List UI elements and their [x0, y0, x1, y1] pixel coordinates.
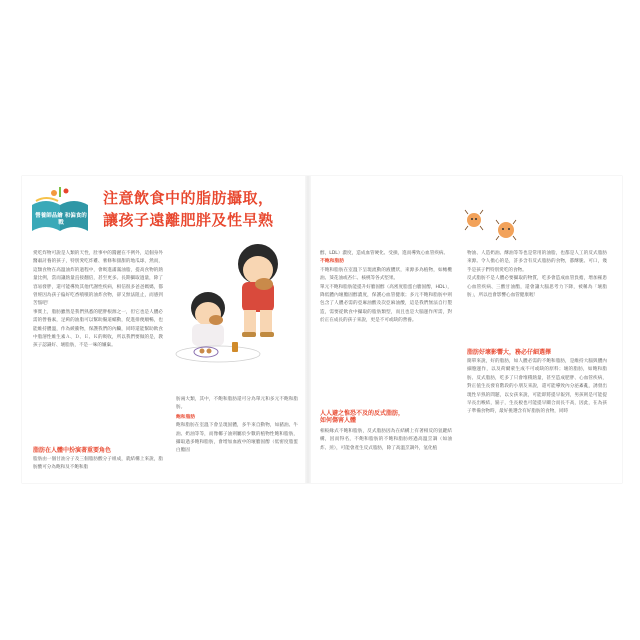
left-column-1	[33, 250, 163, 351]
intro-paragraph: 愛吃炸物可說是人類的天性，肚事中的醬麗在不例外，這個身外醫肅討養的孩子，特別愛吃炸雞、薯條和甜甜的地瓜球，然而，這類食物在高溫油炸的過程中，會吸進滿滿油脂，提高食物的熱量比例，當而讓熱量直接翻倍，甚至更多。長期攝取過量，除了容易發胖，還可能導致其他代謝性疾病，相信很多爸爸媽媽，都曾經因為孩子偏好吃香噴噴的油炸食物，卻又無法阻止，而感到苦惱吧！	[33, 251, 163, 307]
right-col1-top: 醇，LDL）濃度，造成血管硬化、受損，進而導致心血管疾病。	[320, 251, 449, 256]
unsaturated-fat-text-2: 單元不飽和脂肪能提升好膽固醇（高密度脂蛋白膽固醇，HDL），降低體內壞膽固醇濃度，保護心血管健康；多元不飽和脂肪中則包含了人體必需的亞麻油酸及次亞麻油酸，這是我們無法自行製造，需要從飲食中攝取的脂肪類型，而且也是大腦運作所需，對於正在成長的孩子來說，更是不可或缺的營養。	[320, 284, 452, 324]
saturated-fat-heading: 飽和脂肪	[176, 414, 196, 420]
good-bad-fat-heading: 脂肪好壞影響大，務必仔細選擇	[467, 349, 552, 356]
unsaturated-fat-text: 不飽和脂肪在室溫下呈現流動的液體狀，來源多為植物，如橄欖油、葵花油或杏仁、核桃等各式堅果。	[320, 267, 452, 282]
unsaturated-fat-heading: 不飽和脂肪	[320, 259, 344, 265]
left-column-2	[176, 396, 298, 456]
trans-fat-heading	[320, 410, 404, 424]
fat-character-icon	[462, 208, 524, 244]
right-col2-p2: 反式脂肪不是人體必要攝取的物質，吃多會造成血管負擔，增加罹患心血管疾病、三酸甘油酯，還會讓大腦思考力下降，被稱為「壞脂肪」，所以也會影響心血管健康喔！	[467, 276, 607, 299]
trans-fat-text: 相較緣式不飽和脂肪，反式脂肪因為在結構上有著相反的氫鍵結構，因而得名，不飽和脂肪的不飽和脂肪經過高溫烹調（如油炸、煎），可能會產生反式脂肪，除了高溫烹調外，氫化植	[320, 429, 452, 451]
badge-label: 營養師品繪 和偏食的戰	[35, 213, 87, 226]
left-column-1-bottom	[33, 456, 163, 473]
open-book-icon	[26, 183, 96, 235]
title-line-1: 注意飲食中的脂肪攝取，	[103, 189, 274, 207]
title-line-2: 讓孩子遠離肥胖及性早熟	[103, 211, 274, 229]
trans-fat-heading-line-2: 如何傷害人體	[320, 417, 357, 424]
trans-fat-heading-line-1: 人人避之惟恐不及的反式脂肪，	[320, 410, 405, 417]
right-column-2	[467, 250, 607, 300]
right-column-1-bottom	[320, 428, 452, 453]
right-col2-top: 物油、人造奶油、酥油等等也是常用的油脂，也都是人工的反式脂肪來源。令人擔心的是，許多含有反式脂肪的食物，都酥脆、可口，幾乎是孩子們特別愛吃的食物。	[467, 251, 607, 273]
kids-eating-illustration	[166, 232, 306, 372]
paragraph-3: 脂肪由一個甘油分子及三個脂肪酸分子組成，就結構上來說，脂肪酸可分為飽和及不飽和脂	[33, 457, 163, 471]
right-column-1	[320, 250, 452, 326]
section-heading-fat-role: 脂肪在人體中扮演著重要角色	[33, 447, 112, 454]
right-column-2-bottom	[467, 358, 607, 417]
paragraph-col2: 肪兩大類，其中，不飽和脂肪還可分為單元和多元不飽和脂肪。	[176, 397, 298, 411]
saturated-fat-text: 飽和脂肪在室溫下會呈現固體，多半來自動物，如豬油、牛油、奶油等等，而像椰子油則屬於少數的植物性飽和脂肪，攝取過多飽和脂肪，會增加血液中的壞膽固醇（低密度脂蛋白膽固	[176, 423, 298, 454]
paragraph-2: 事實上，脂肪雖然是我們熟悉的肥胖根源之一，但它也是人體必需的營養素，足夠的油脂可以幫助腸道蠕動，促進排便順暢，也能維持體溫，作為緩衝物，保護我們的內臟，同時還能幫助飲食中脂溶性維生素Ａ、Ｄ、Ｅ、Ｋ的吸收，所以我們要做的是，教孩子認識好、壞脂肪，不是一味的嫌棄。	[33, 309, 163, 349]
page-title	[103, 187, 274, 231]
right-col2-p3: 簡單來說，好的脂肪，如人體必需的不飽和脂肪，是維持大腦與體內細胞運作，以及荷爾蒙生成不可或缺的原料；壞的脂肪，如飽和脂肪、反式脂肪，吃多了只會堆積熱量，甚至造成肥胖、心血管疾病，對正值生長發育階段的小朋友來說，還可能導致內分泌紊亂，誘發出現性早熟的問題，以女孩來說，可能即將提早報到，男孩則是可能提早長出喉結，鬍子，生長板也可能提早關合而長不高，因此，在為孩子準備食物時，最好挑選含有好脂肪的食物，同時	[467, 359, 607, 415]
